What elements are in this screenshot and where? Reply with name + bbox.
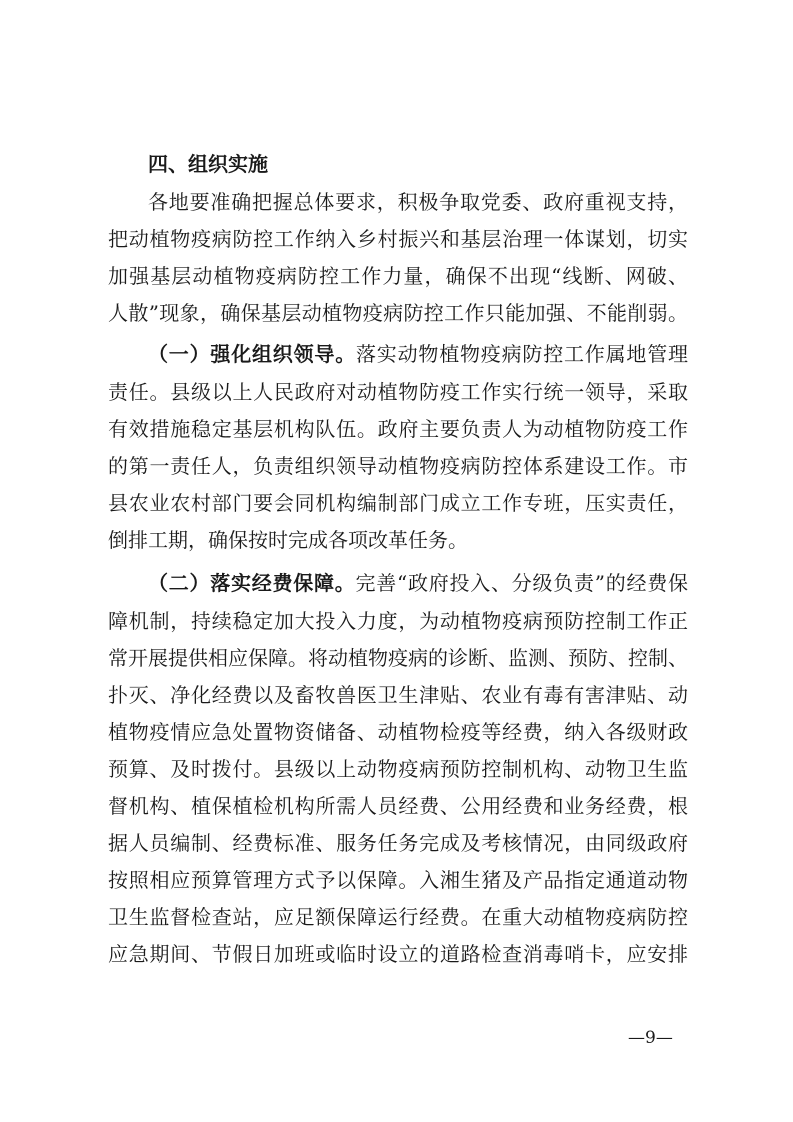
subsection-2-title: （二）落实经费保障。 bbox=[148, 571, 356, 595]
subsection-2-line: 扑灭、净化经费以及畜牧兽医卫生津贴、农业有毒有害津贴、动 bbox=[108, 683, 688, 707]
intro-line: 人散”现象，确保基层动植物疫病防控工作只能加强、不能削弱。 bbox=[108, 301, 688, 325]
subsection-2-line: 障机制，持续稳定加大投入力度，为动植物疫病预防控制工作正 bbox=[108, 609, 688, 633]
page-number: —9— bbox=[628, 1028, 673, 1048]
subsection-2-line: 植物疫情应急处置物资储备、动植物检疫等经费，纳入各级财政 bbox=[108, 720, 688, 744]
subsection-2-first-text: 完善“政府投入、分级负责”的经费保 bbox=[355, 571, 688, 595]
subsection-2-line: 应急期间、节假日加班或临时设立的道路检查消毒哨卡，应安排 bbox=[108, 942, 688, 966]
intro-line: 加强基层动植物疫病防控工作力量，确保不出现“线断、网破、 bbox=[108, 264, 688, 288]
subsection-2-line: 卫生监督检查站，应足额保障运行经费。在重大动植物疫病防控 bbox=[108, 905, 688, 929]
subsection-1-first-text: 落实动物植物疫病防控工作属地管理 bbox=[356, 342, 688, 366]
subsection-2-line: 预算、及时拨付。县级以上动物疫病预防控制机构、动物卫生监 bbox=[108, 757, 688, 781]
subsection-1-line: 有效措施稳定基层机构队伍。政府主要负责人为动植物防疫工作 bbox=[108, 417, 688, 441]
subsection-1-line: 责任。县级以上人民政府对动植物防疫工作实行统一领导，采取 bbox=[108, 380, 688, 404]
subsection-1-line: 倒排工期，确保按时完成各项改革任务。 bbox=[108, 528, 468, 552]
subsection-1-first-line bbox=[148, 342, 688, 368]
intro-line: 各地要准确把握总体要求，积极争取党委、政府重视支持， bbox=[148, 190, 688, 214]
intro-line: 把动植物疫病防控工作纳入乡村振兴和基层治理一体谋划，切实 bbox=[108, 227, 688, 251]
section-heading: 四、组织实施 bbox=[148, 152, 268, 176]
subsection-2-line: 常开展提供相应保障。将动植物疫病的诊断、监测、预防、控制、 bbox=[108, 646, 688, 670]
subsection-1-line: 的第一责任人，负责组织领导动植物疫病防控体系建设工作。市 bbox=[108, 454, 688, 478]
subsection-2-line: 据人员编制、经费标准、服务任务完成及考核情况，由同级政府 bbox=[108, 831, 688, 855]
subsection-2-line: 按照相应预算管理方式予以保障。入湘生猪及产品指定通道动物 bbox=[108, 868, 688, 892]
subsection-2-first-line bbox=[148, 571, 688, 597]
subsection-2-line: 督机构、植保植检机构所需人员经费、公用经费和业务经费，根 bbox=[108, 794, 688, 818]
subsection-1-title: （一）强化组织领导。 bbox=[148, 342, 356, 366]
subsection-1-line: 县农业农村部门要会同机构编制部门成立工作专班，压实责任， bbox=[108, 491, 688, 515]
